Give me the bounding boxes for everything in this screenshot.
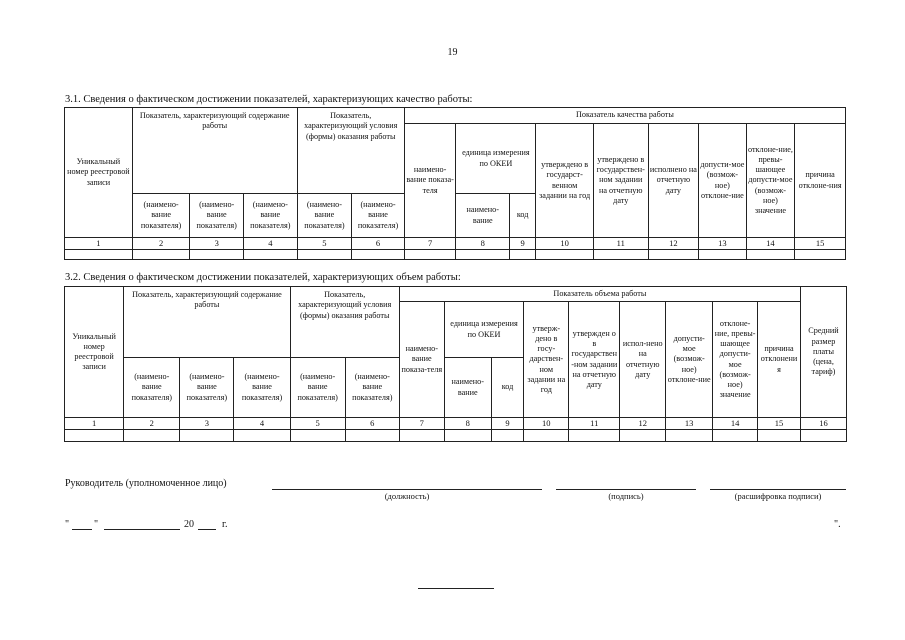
data-cell[interactable]: [746, 249, 795, 259]
data-cell[interactable]: [404, 249, 456, 259]
sign-line[interactable]: [556, 489, 696, 490]
data-cell[interactable]: [124, 429, 180, 441]
data-cell[interactable]: [234, 429, 290, 441]
sub-2: (наимено-вание показателя): [190, 194, 244, 238]
col-num: 12: [648, 238, 699, 250]
sub-3: (наимено-вание показателя): [234, 358, 290, 418]
h-quality: Показатель качества работы: [404, 108, 845, 124]
decode-caption: (расшифровка подписи): [734, 491, 822, 501]
h-unique: Уникальный номер реестровой записи: [65, 287, 124, 418]
col-num: 9: [510, 238, 536, 250]
h-conditions: Показатель, характеризующий условия (формы) оказания работы: [290, 287, 399, 358]
col-num: 11: [569, 418, 620, 430]
col-num: 15: [795, 238, 846, 250]
col-num: 8: [456, 238, 510, 250]
col-num: 15: [758, 418, 801, 430]
data-cell[interactable]: [536, 249, 594, 259]
data-cell[interactable]: [795, 249, 846, 259]
date-quote-close: ": [94, 519, 99, 530]
decode-line[interactable]: [710, 489, 846, 490]
data-cell[interactable]: [510, 249, 536, 259]
h-allowed: допусти-мое (возмож-ное) отклоне-ние: [666, 302, 713, 418]
section-3-1-title: 3.1. Сведения о фактическом достижении показателей, характеризующих качество работы:: [65, 94, 473, 105]
date-quote-open: ": [65, 519, 70, 530]
h-executed: исполнено на отчетную дату: [648, 124, 699, 238]
col-num: 7: [399, 418, 444, 430]
end-quote: ".: [834, 519, 841, 530]
h-deviation: отклоне-ние, превы-шающее допусти-мое (возмож-ное) значение: [746, 124, 795, 238]
data-cell[interactable]: [180, 429, 234, 441]
h-volume: Показатель объема работы: [399, 287, 800, 302]
h-approved-year: утверж-дено в госу-дарствен-ном задании на год: [524, 302, 569, 418]
data-cell[interactable]: [290, 429, 345, 441]
sub-1: (наимено-вание показателя): [124, 358, 180, 418]
h-reason: причина отклоне-ния: [795, 124, 846, 238]
data-cell[interactable]: [620, 429, 666, 441]
col-num: 4: [244, 238, 298, 250]
col-num: 9: [491, 418, 524, 430]
data-cell[interactable]: [65, 249, 133, 259]
col-num: 4: [234, 418, 290, 430]
data-cell[interactable]: [65, 429, 124, 441]
sub-5: (наимено-вание показателя): [352, 194, 405, 238]
data-cell[interactable]: [244, 249, 298, 259]
year-suffix: г.: [222, 519, 228, 530]
h-name: наимено-вание показа-теля: [404, 124, 456, 238]
year-line[interactable]: [198, 529, 216, 530]
data-cell[interactable]: [399, 429, 444, 441]
h-approved-date: утверждено в государствен-ном задании на отчетную дату: [593, 124, 648, 238]
data-cell[interactable]: [297, 249, 352, 259]
data-cell[interactable]: [648, 249, 699, 259]
col-num: 12: [620, 418, 666, 430]
data-cell[interactable]: [132, 249, 190, 259]
col-num: 13: [699, 238, 747, 250]
data-cell[interactable]: [593, 249, 648, 259]
col-num: 14: [713, 418, 758, 430]
data-cell[interactable]: [444, 429, 491, 441]
data-cell[interactable]: [345, 429, 399, 441]
quality-table: [64, 107, 846, 260]
col-num: 14: [746, 238, 795, 250]
h-unit-name: наимено-вание: [456, 194, 510, 238]
day-line[interactable]: [72, 529, 92, 530]
data-cell[interactable]: [456, 249, 510, 259]
sub-1: (наимено-вание показателя): [132, 194, 190, 238]
head-label: Руководитель (уполномоченное лицо): [65, 478, 227, 489]
col-num: 11: [593, 238, 648, 250]
h-unit-code: код: [510, 194, 536, 238]
h-name: наимено-вание показа-теля: [399, 302, 444, 418]
h-executed: испол-нено на отчетную дату: [620, 302, 666, 418]
data-cell[interactable]: [569, 429, 620, 441]
position-line[interactable]: [272, 489, 542, 490]
data-cell[interactable]: [699, 249, 747, 259]
col-num: 2: [124, 418, 180, 430]
sign-caption: (подпись): [608, 491, 644, 501]
volume-table: [64, 286, 847, 442]
col-num: 8: [444, 418, 491, 430]
position-caption: (должность): [384, 491, 430, 501]
sub-4: (наимено-вание показателя): [297, 194, 352, 238]
col-num: 3: [180, 418, 234, 430]
sub-5: (наимено-вание показателя): [345, 358, 399, 418]
col-num: 6: [345, 418, 399, 430]
h-unit-code: код: [491, 358, 524, 418]
col-num: 7: [404, 238, 456, 250]
data-cell[interactable]: [524, 429, 569, 441]
data-cell[interactable]: [713, 429, 758, 441]
data-cell[interactable]: [190, 249, 244, 259]
sub-2: (наимено-вание показателя): [180, 358, 234, 418]
sub-3: (наимено-вание показателя): [244, 194, 298, 238]
data-cell[interactable]: [352, 249, 405, 259]
h-unit: единица измерения по ОКЕИ: [456, 124, 536, 194]
h-avg: Средний размер платы (цена, тариф): [800, 287, 846, 418]
col-num: 6: [352, 238, 405, 250]
h-unit: единица измерения по ОКЕИ: [444, 302, 524, 358]
data-cell[interactable]: [758, 429, 801, 441]
col-num: 13: [666, 418, 713, 430]
h-reason: причина отклонения: [758, 302, 801, 418]
col-num: 1: [65, 238, 133, 250]
col-num: 10: [536, 238, 594, 250]
col-num: 16: [800, 418, 846, 430]
h-unit-name: наимено-вание: [444, 358, 491, 418]
col-num: 3: [190, 238, 244, 250]
page-number: 19: [447, 47, 458, 58]
data-cell[interactable]: [666, 429, 713, 441]
sub-4: (наимено-вание показателя): [290, 358, 345, 418]
h-deviation: отклоне-ние, превы-шающее допусти-мое (возмож-ное) значение: [713, 302, 758, 418]
h-approved-year: утверждено в государст-венном задании на год: [536, 124, 594, 238]
col-num: 1: [65, 418, 124, 430]
section-3-2-title: 3.2. Сведения о фактическом достижении показателей, характеризующих объем работы:: [65, 272, 461, 283]
h-unique: Уникальный номер реестровой записи: [65, 108, 133, 238]
year-prefix: 20: [184, 519, 194, 530]
month-line[interactable]: [104, 529, 180, 530]
col-num: 2: [132, 238, 190, 250]
h-content: Показатель, характеризующий содержание работы: [124, 287, 290, 358]
col-num: 5: [297, 238, 352, 250]
col-num: 5: [290, 418, 345, 430]
col-num: 10: [524, 418, 569, 430]
h-content: Показатель, характеризующий содержание работы: [132, 108, 297, 194]
h-allowed: допусти-мое (возмож-ное) отклоне-ние: [699, 124, 747, 238]
data-cell[interactable]: [800, 429, 846, 441]
h-approved-date: утвержден о в государствен-ном задании на отчетную дату: [569, 302, 620, 418]
data-cell[interactable]: [491, 429, 524, 441]
h-conditions: Показатель, характеризующий условия (формы) оказания работы: [297, 108, 404, 194]
footer-divider: [418, 588, 494, 589]
